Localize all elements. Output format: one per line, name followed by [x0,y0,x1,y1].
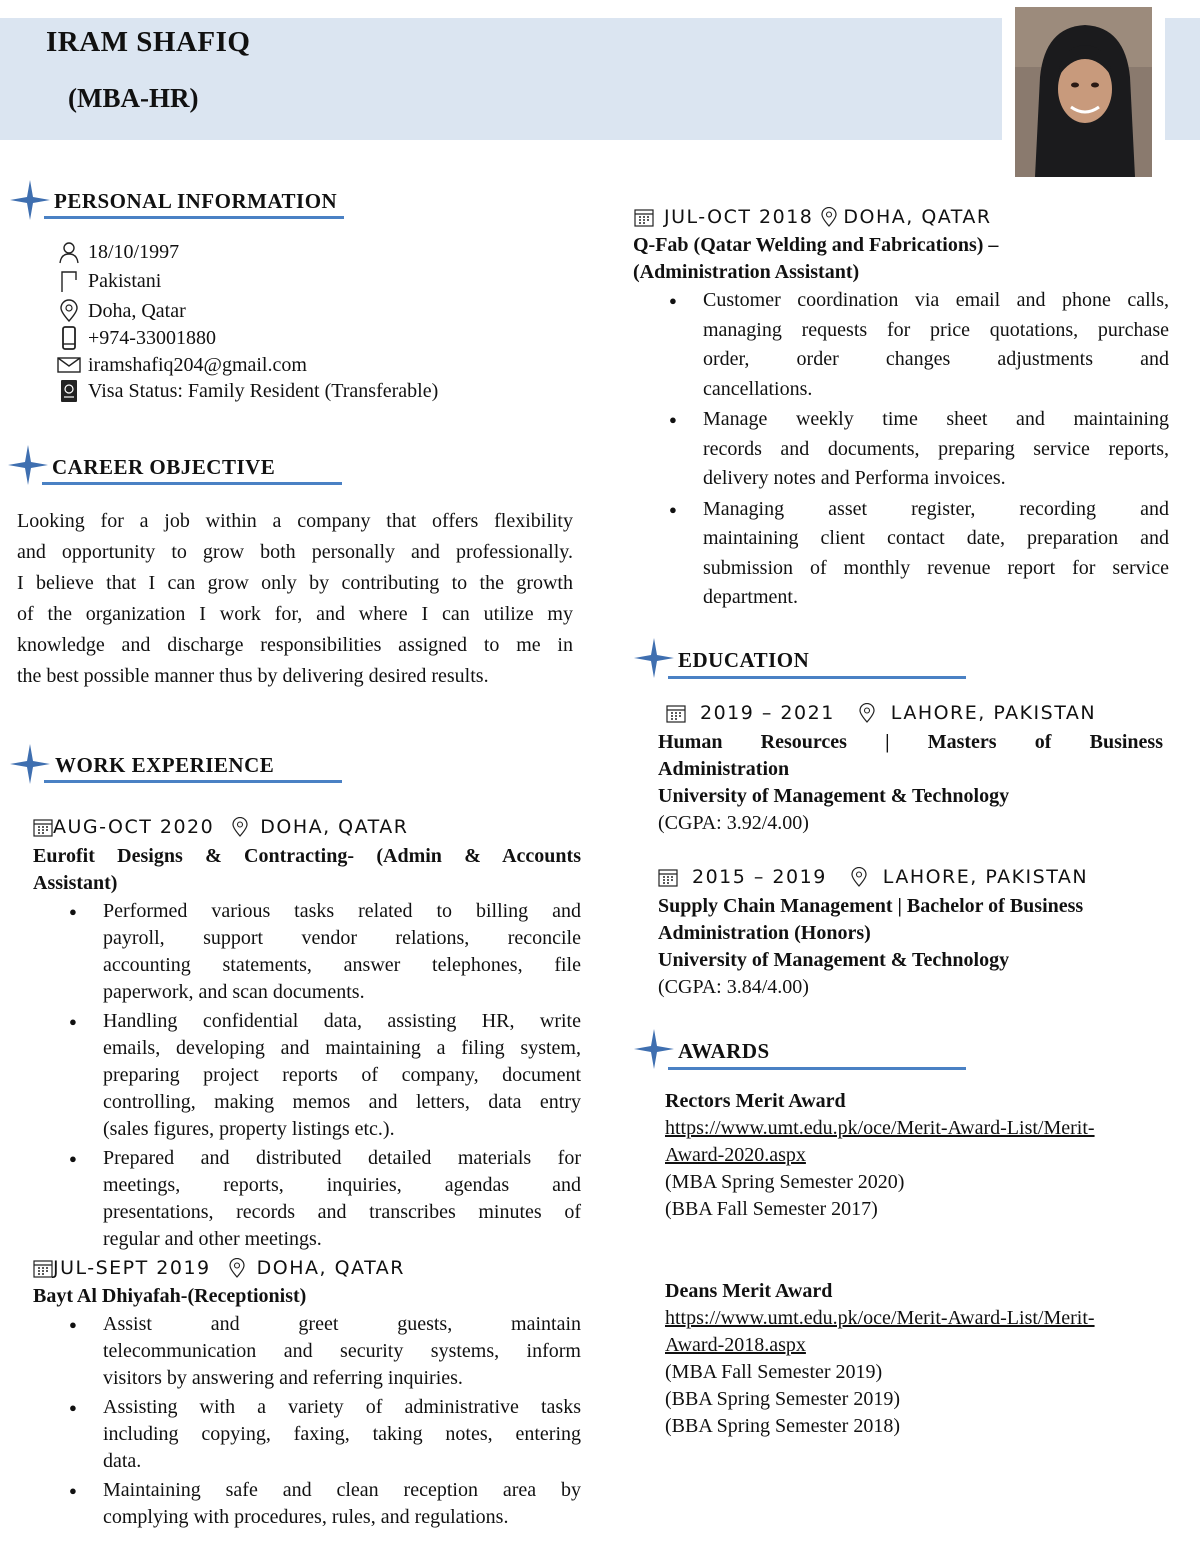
phone-row [56,324,216,352]
text-line: payroll, support vendor relations, reconcile [103,927,581,949]
calendar-icon [658,867,678,887]
person-icon [56,239,82,265]
text-line: ● Maintaining safe and clean reception area by [103,1479,581,1501]
text-line: ● Handling confidential data, assisting HR, write [103,1010,581,1032]
section-star-icon [6,443,50,487]
dob-value: 18/10/1997 [88,240,180,263]
phone-value: +974-33001880 [88,326,216,349]
mobile-phone-icon [56,325,82,351]
job-location: DOHA, QATAR [843,206,992,228]
education-dates: 2015 – 2019 [692,866,827,888]
text-line: the best possible manner thus by delivering desired results. [17,665,489,687]
list-item [33,1477,581,1531]
text-line: ● Manage weekly time sheet and maintaining [703,408,1169,430]
education-degree: Human Resources | Masters of Business [658,731,1163,753]
text-line: I believe that I can grow only by contributing to the growth [17,572,573,594]
award-link[interactable]: Award-2020.aspx [665,1144,806,1166]
text-line: Q-Fab (Qatar Welding and Fabrications) – [633,234,999,256]
text-line: delivery notes and Performa invoices. [703,467,1006,489]
list-item [633,286,1169,404]
location-pin-icon [857,703,877,723]
text-line: complying with procedures, rules, and regulations. [103,1506,509,1528]
calendar-icon [634,207,654,227]
job-dateloc [33,1257,405,1279]
text-line: ● Managing asset register, recording and [703,497,1169,520]
location-pin-icon [819,207,839,227]
education-location: LAHORE, PAKISTAN [882,866,1089,888]
text-line: maintaining client contact date, preparation and [703,527,1169,549]
text-line: managing requests for price quotations, purchase [703,318,1169,341]
section-divider [668,676,966,679]
text-line: emails, developing and maintaining a filing system, [103,1037,581,1059]
text-line: visitors by answering and referring inquiries. [103,1367,463,1389]
text-line: regular and other meetings. [103,1228,322,1250]
text-line: ● Prepared and distributed detailed materials for [103,1147,581,1169]
section-star-icon [632,1027,676,1071]
award-link[interactable]: Award-2018.aspx [665,1334,806,1356]
header-band-right [1165,18,1200,140]
list-item [33,1145,581,1253]
nationality-row [56,267,161,295]
text-line: paperwork, and scan documents. [103,981,365,1003]
text-line: and opportunity to grow both personally and professionally. [17,541,573,563]
job-bullets [633,286,1169,613]
text-line: records and documents, preparing service reports, [703,437,1169,460]
education-location: LAHORE, PAKISTAN [890,702,1097,724]
list-item [33,898,581,1006]
career-objective-heading: CAREER OBJECTIVE [52,455,276,479]
section-star-icon [632,636,676,680]
candidate-name: IRAM SHAFIQ [46,26,251,58]
education-heading: EDUCATION [678,648,810,672]
text-line: including copying, faxing, taking notes, entering [103,1423,581,1445]
text-line: knowledge and discharge responsibilities assigned to me in [17,634,573,656]
list-item [633,495,1169,613]
award-title: Deans Merit Award [665,1280,833,1302]
text-line: Eurofit Designs & Contracting- (Admin & Accounts [33,845,581,867]
personal-info-heading: PERSONAL INFORMATION [54,189,338,213]
text-line: ● Performed various tasks related to billing and [103,900,581,922]
list-item [633,405,1169,494]
job-title [33,843,581,897]
email-value[interactable]: iramshafiq204@gmail.com [88,353,307,376]
text-line: data. [103,1450,142,1472]
job-location: DOHA, QATAR [260,816,409,838]
education-dates: 2019 – 2021 [700,702,835,724]
profile-photo [1015,7,1152,177]
section-divider [44,780,342,783]
award-link[interactable]: https://www.umt.edu.pk/oce/Merit-Award-List/Merit- [665,1307,1095,1329]
award-note: (MBA Spring Semester 2020) [665,1171,905,1193]
text-line: submission of monthly revenue report for service [703,556,1169,579]
passport-icon [56,378,82,404]
job-bullets [33,898,581,1253]
award-link[interactable]: https://www.umt.edu.pk/oce/Merit-Award-List/Merit- [665,1117,1095,1139]
list-item [33,1008,581,1143]
education-cgpa: (CGPA: 3.84/4.00) [658,976,809,998]
job-dateloc [33,816,409,838]
text-line: meetings, reports, inquiries, agendas and [103,1174,581,1196]
location-value: Doha, Qatar [88,299,186,322]
section-divider [44,216,344,219]
list-item [33,1311,581,1392]
section-divider [42,482,342,485]
education-dateloc [666,702,1096,724]
text-line: (Administration Assistant) [633,261,860,283]
text-line: (sales figures, property listings etc.). [103,1118,395,1140]
education-school: University of Management & Technology [658,785,1010,807]
text-line: Administration (Honors) [658,922,871,944]
award-note: (BBA Spring Semester 2018) [665,1415,900,1437]
envelope-icon [56,352,82,378]
text-line: Administration [658,758,790,780]
location-pin-icon [230,817,250,837]
job-bullets [33,1311,581,1531]
location-pin-icon [849,867,869,887]
job-dates: JUL-OCT 2018 [664,206,814,228]
calendar-icon [33,1258,53,1278]
calendar-icon [666,703,686,723]
award-note: (MBA Fall Semester 2019) [665,1361,883,1383]
text-line: ● Customer coordination via email and phone calls, [703,289,1169,311]
job-dates: AUG-OCT 2020 [53,816,215,838]
visa-row [56,377,438,405]
visa-value: Visa Status: Family Resident (Transferable) [88,379,439,402]
job-title [633,232,1173,286]
section-divider [668,1067,966,1070]
text-line: presentations, records and transcribes minutes of [103,1201,581,1223]
location-pin-icon [227,1258,247,1278]
nationality-value: Pakistani [88,269,162,292]
job-dateloc [634,206,992,228]
work-experience-heading: WORK EXPERIENCE [55,753,275,777]
award-entry [665,1278,1175,1440]
award-note: (BBA Spring Semester 2019) [665,1388,900,1410]
education-degree: Supply Chain Management | Bachelor of Business [658,895,1084,917]
text-line: ● Assisting with a variety of administrative tasks [103,1396,581,1418]
career-objective-text [17,506,573,692]
education-entry [658,893,1163,1001]
education-dateloc [658,866,1088,888]
job-dates: JUL-SEPT 2019 [53,1257,211,1279]
education-cgpa: (CGPA: 3.92/4.00) [658,812,809,834]
dob-row [56,238,179,266]
award-title: Rectors Merit Award [665,1090,846,1112]
education-school: University of Management & Technology [658,949,1010,971]
candidate-degree: (MBA-HR) [68,83,199,113]
text-line: Looking for a job within a company that offers flexibility [17,510,573,532]
text-line: department. [703,586,798,608]
text-line: Assistant) [33,872,118,894]
flag-icon [56,268,82,294]
education-entry [658,729,1163,837]
text-line: Bayt Al Dhiyafah-(Receptionist) [33,1285,307,1307]
list-item [33,1394,581,1475]
calendar-icon [33,817,53,837]
location-row [56,297,186,325]
text-line: ● Assist and greet guests, maintain [103,1313,581,1335]
text-line: order, order changes adjustments and [703,348,1169,370]
text-line: preparing project reports of company, document [103,1064,581,1086]
text-line: telecommunication and security systems, inform [103,1340,581,1362]
job-title [33,1283,581,1310]
location-pin-icon [56,298,82,324]
text-line: controlling, making memos and letters, data entry [103,1091,581,1113]
email-row [56,351,307,379]
job-location: DOHA, QATAR [256,1257,405,1279]
text-line: cancellations. [703,377,813,400]
text-line: accounting statements, answer telephones, file [103,954,581,976]
award-note: (BBA Fall Semester 2017) [665,1198,878,1220]
awards-heading: AWARDS [678,1039,770,1063]
text-line: of the organization I work for, and where I can utilize my [17,603,573,625]
award-entry [665,1088,1175,1223]
